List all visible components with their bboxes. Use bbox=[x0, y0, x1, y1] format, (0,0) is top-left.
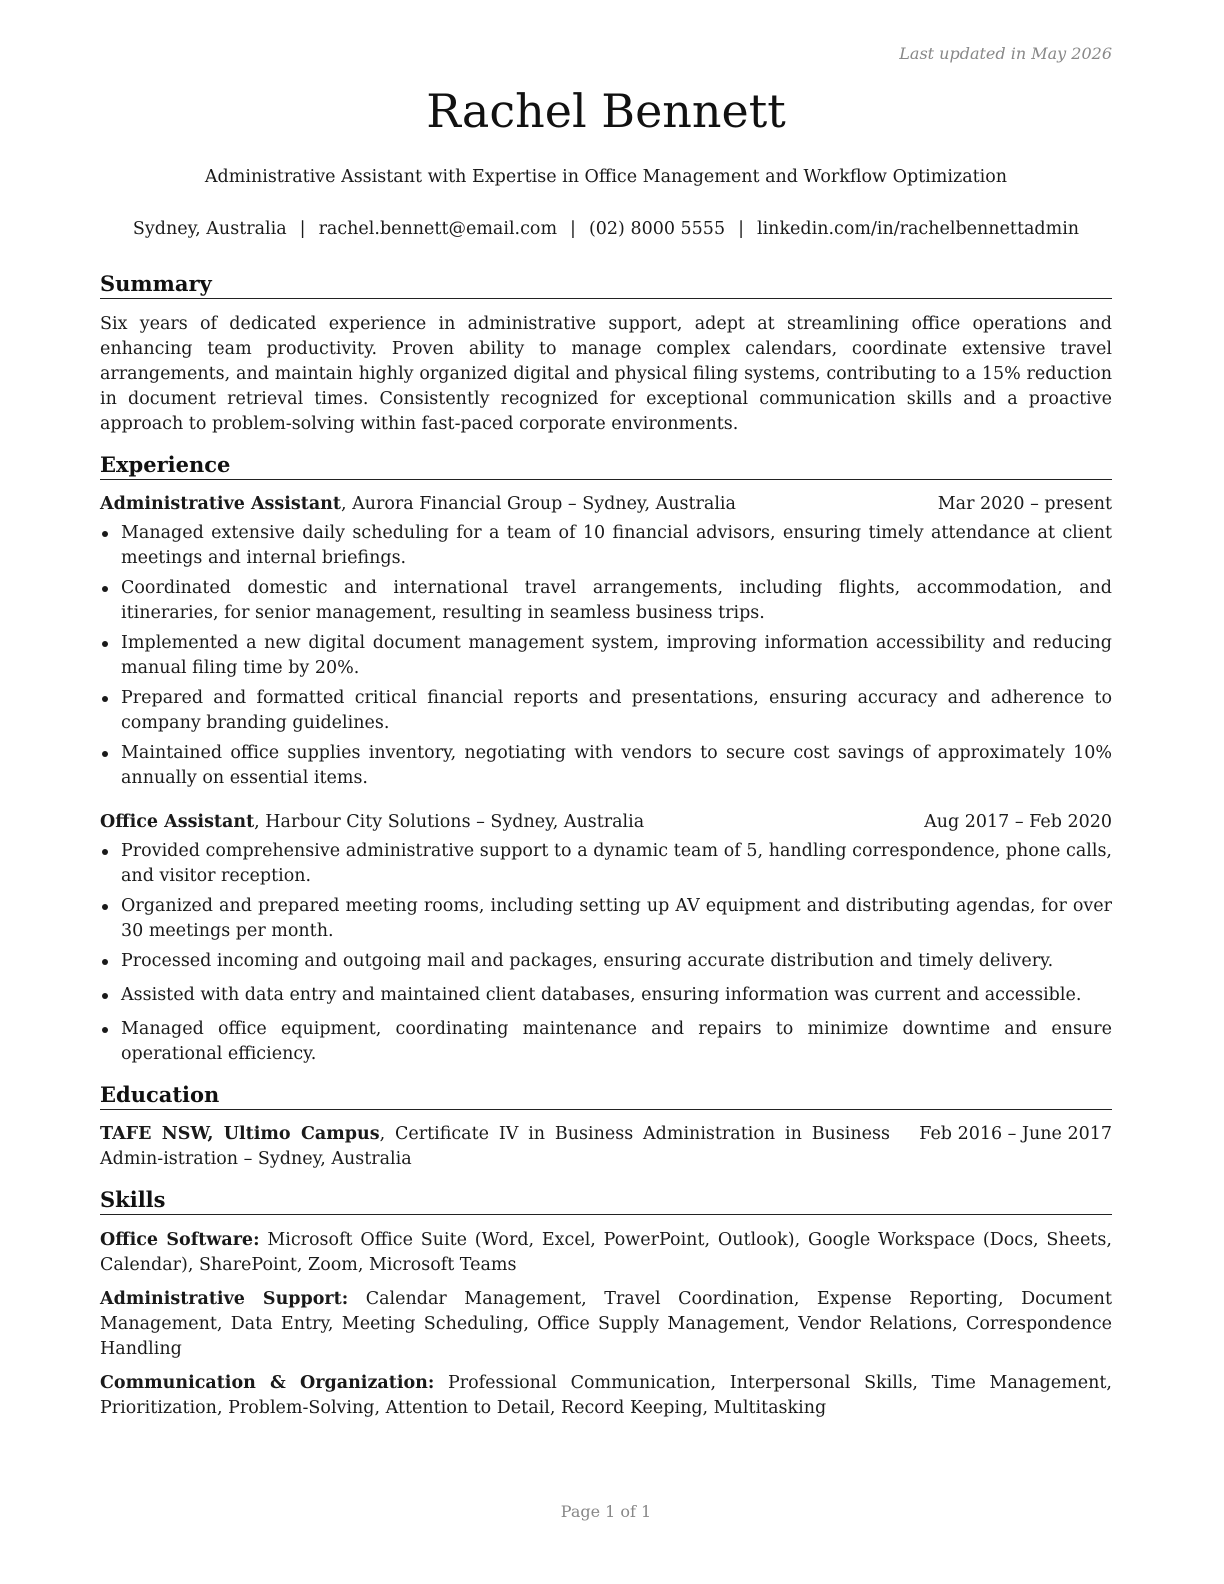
section-heading-experience: Experience bbox=[100, 451, 1112, 480]
contact-location: Sydney, Australia bbox=[132, 219, 287, 239]
candidate-name: Rachel Bennett bbox=[426, 84, 786, 138]
summary-section bbox=[100, 270, 1112, 437]
skill-group-label: Office Software: bbox=[100, 1230, 260, 1250]
job-bullet-list bbox=[100, 521, 1112, 791]
education-detail: , Certificate IV in Business Administration in Business Admin-istration – Sydney, Australia bbox=[100, 1124, 890, 1169]
page-number: Page 1 of 1 bbox=[560, 1502, 652, 1521]
section-heading-skills: Skills bbox=[100, 1186, 1112, 1215]
skill-group-label: Communication & Organization: bbox=[100, 1373, 435, 1393]
contact-linkedin-link[interactable]: linkedin.com/in/rachelbennettadmin bbox=[756, 219, 1080, 239]
job-bullet: Coordinated domestic and international travel arrangements, including flights, accommodation, and itineraries, for senior management, resulting in seamless business trips. bbox=[100, 576, 1112, 626]
experience-section bbox=[100, 451, 1112, 1067]
skill-group-items: Calendar Management, Travel Coordination, Expense Reporting, Document Management, Data Entry, Meeting Scheduling, Office Supply Management, Vendor Relations, Correspondence Handling bbox=[100, 1289, 1112, 1359]
headline-tagline: Administrative Assistant with Expertise in Office Management and Workflow Optimization bbox=[204, 167, 1008, 187]
job-entry bbox=[100, 810, 1112, 1067]
job-date-range: Mar 2020 – present bbox=[937, 494, 1112, 514]
skill-group bbox=[100, 1287, 1112, 1362]
job-bullet: Managed extensive daily scheduling for a team of 10 financial advisors, ensuring timely attendance at client meetings and internal briefings. bbox=[100, 521, 1112, 571]
job-bullet-list bbox=[100, 839, 1112, 1067]
section-heading-education: Education bbox=[100, 1081, 1112, 1110]
job-bullet: Managed office equipment, coordinating maintenance and repairs to minimize downtime and ensure operational efficiency. bbox=[100, 1017, 1112, 1067]
contact-phone: (02) 8000 5555 bbox=[588, 219, 726, 239]
skill-group bbox=[100, 1228, 1112, 1278]
resume-page bbox=[100, 0, 1112, 1584]
skill-group-items: Microsoft Office Suite (Word, Excel, PowerPoint, Outlook), Google Workspace (Docs, Sheets, Calendar), SharePoint, Zoom, Microsoft Teams bbox=[100, 1230, 1112, 1275]
skills-section bbox=[100, 1186, 1112, 1421]
skill-group-label: Administrative Support: bbox=[100, 1289, 349, 1309]
job-bullet: Maintained office supplies inventory, negotiating with vendors to secure cost savings of approximately 10% annually on essential items. bbox=[100, 741, 1112, 791]
education-section bbox=[100, 1081, 1112, 1172]
contact-separator: | bbox=[570, 219, 576, 239]
summary-text: Six years of dedicated experience in administrative support, adept at streamlining office operations and enhancing team productivity. Proven ability to manage complex calendars, coordinate extensive travel arrangements, and maintain highly organized digital and physical filing systems, contributing to a 15% reduction in document retrieval times. Consistently recognized for exceptional communication skills and a proactive approach to problem-solving within fast-paced corporate environments. bbox=[100, 314, 1112, 434]
job-organization: , Aurora Financial Group – Sydney, Australia bbox=[340, 494, 736, 514]
job-header bbox=[100, 492, 1112, 517]
section-heading-summary: Summary bbox=[100, 270, 1112, 299]
education-date-range: Feb 2016 – June 2017 bbox=[919, 1124, 1112, 1144]
education-school: TAFE NSW, Ultimo Campus bbox=[100, 1124, 380, 1144]
job-bullet: Processed incoming and outgoing mail and packages, ensuring accurate distribution and timely delivery. bbox=[100, 949, 1112, 974]
contact-separator: | bbox=[299, 219, 306, 239]
job-role: Office Assistant bbox=[100, 812, 255, 832]
education-entry bbox=[100, 1122, 1112, 1172]
job-bullet: Provided comprehensive administrative support to a dynamic team of 5, handling correspondence, phone calls, and visitor reception. bbox=[100, 839, 1112, 889]
job-bullet: Implemented a new digital document management system, improving information accessibility and reducing manual filing time by 20%. bbox=[100, 631, 1112, 681]
job-header bbox=[100, 810, 1112, 835]
resume-body bbox=[100, 270, 1112, 1435]
job-role: Administrative Assistant bbox=[100, 494, 341, 514]
contact-line bbox=[100, 219, 1112, 239]
skill-group-items: Professional Communication, Interpersonal Skills, Time Management, Prioritization, Problem-Solving, Attention to Detail, Record Keeping, Multitasking bbox=[100, 1373, 1112, 1418]
job-date-range: Aug 2017 – Feb 2020 bbox=[924, 812, 1112, 832]
job-bullet: Prepared and formatted critical financial reports and presentations, ensuring accuracy and adherence to company branding guidelines. bbox=[100, 686, 1112, 736]
job-bullet: Assisted with data entry and maintained client databases, ensuring information was current and accessible. bbox=[100, 983, 1112, 1008]
contact-separator: | bbox=[738, 219, 744, 239]
job-organization: , Harbour City Solutions – Sydney, Australia bbox=[254, 812, 645, 832]
skill-group bbox=[100, 1371, 1112, 1421]
job-entry bbox=[100, 492, 1112, 791]
last-updated-note: Last updated in May 2026 bbox=[899, 44, 1112, 63]
contact-email-link[interactable]: rachel.bennett@email.com bbox=[318, 219, 558, 239]
job-bullet: Organized and prepared meeting rooms, including setting up AV equipment and distributing agendas, for over 30 meetings per month. bbox=[100, 894, 1112, 944]
